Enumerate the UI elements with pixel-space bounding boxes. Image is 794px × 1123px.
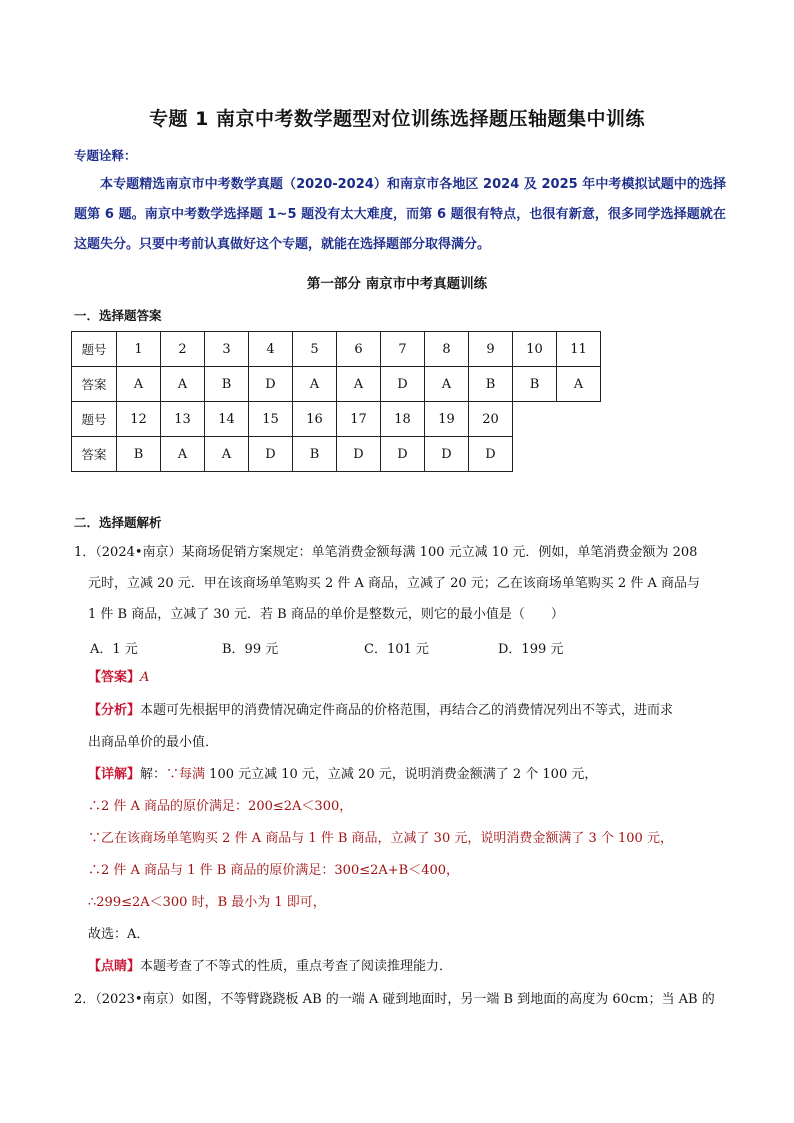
answer-cell: A bbox=[205, 437, 249, 472]
row-label: 答案 bbox=[72, 437, 117, 472]
question-number: 16 bbox=[293, 402, 337, 437]
question-2-line-1 bbox=[74, 990, 715, 1010]
detail-line-5: ∴299≤2A＜300 时，B 最小为 1 即可， bbox=[88, 895, 326, 910]
question-number: 20 bbox=[469, 402, 513, 437]
answer-tag: 【答案】 bbox=[88, 670, 141, 685]
answer-cell: A bbox=[161, 367, 205, 402]
detail-text: 100 元立减 10 元，立减 20 元，说明消费金额满了 2 个 100 元， bbox=[205, 767, 598, 782]
section-heading-answers: 一．选择题答案 bbox=[74, 308, 162, 323]
page-title: 专题 1 南京中考数学题型对位训练选择题压轴题集中训练 bbox=[149, 108, 645, 130]
comment-text: 本题考查了不等式的性质，重点考查了阅读推理能力． bbox=[140, 959, 453, 974]
question-text: 如图，不等臂跷跷板 AB 的一端 A 碰到地面时，另一端 B 到地面的高度为 60cm；当 AB 的 bbox=[181, 992, 715, 1007]
answer-cell: D bbox=[469, 437, 513, 472]
comment-line bbox=[88, 957, 452, 977]
option-d: D．199 元 bbox=[498, 642, 564, 657]
detail-line-2: ∴2 件 A 商品的原价满足：200≤2A＜300， bbox=[88, 799, 353, 814]
answer-table-1 bbox=[71, 331, 601, 472]
detail-line-6: 故选：A． bbox=[88, 927, 150, 942]
question-number: 3 bbox=[205, 332, 249, 367]
question-number: 12 bbox=[117, 402, 161, 437]
answer-cell: A bbox=[161, 437, 205, 472]
detail-line-3: ∵乙在该商场单笔购买 2 件 A 商品与 1 件 B 商品，立减了 30 元，说明消费金额满了 3 个 100 元， bbox=[88, 831, 673, 846]
question-source: （2024•南京） bbox=[95, 545, 182, 560]
answer-cell: A bbox=[557, 367, 601, 402]
question-number: 1 bbox=[117, 332, 161, 367]
answer-cell: B bbox=[117, 437, 161, 472]
answer-cell: A bbox=[337, 367, 381, 402]
answer-cell: B bbox=[293, 437, 337, 472]
question-number: 7 bbox=[381, 332, 425, 367]
question-1-line-3: 1 件 B 商品，立减了 30 元．若 B 商品的单价是整数元，则它的最小值是（ ） bbox=[88, 607, 564, 622]
answer-cell: A bbox=[425, 367, 469, 402]
row-label: 答案 bbox=[72, 367, 117, 402]
question-number: 6 bbox=[337, 332, 381, 367]
question-number: 4 bbox=[249, 332, 293, 367]
analysis-line-1 bbox=[88, 701, 673, 721]
answer-cell: B bbox=[513, 367, 557, 402]
question-source: （2023•南京） bbox=[95, 992, 182, 1007]
part-title: 第一部分 南京市中考真题训练 bbox=[306, 276, 488, 292]
question-number: 15 bbox=[249, 402, 293, 437]
detail-line-4: ∴2 件 A 商品与 1 件 B 商品的原价满足：300≤2A+B＜400， bbox=[88, 863, 460, 878]
answer-cell: D bbox=[425, 437, 469, 472]
row-label: 题号 bbox=[72, 402, 117, 437]
option-b: B．99 元 bbox=[222, 642, 279, 657]
table-row bbox=[72, 332, 601, 367]
answer-cell: B bbox=[205, 367, 249, 402]
question-number: 18 bbox=[381, 402, 425, 437]
question-number: 13 bbox=[161, 402, 205, 437]
answer-line bbox=[88, 668, 149, 688]
comment-tag: 【点睛】 bbox=[88, 959, 141, 974]
detail-text: 解： bbox=[140, 767, 167, 782]
detail-text: ∵每满 bbox=[166, 767, 206, 782]
question-number: 5 bbox=[293, 332, 337, 367]
answer-cell: D bbox=[381, 437, 425, 472]
intro-text: 本专题精选南京市中考数学真题（2020-2024）和南京市各地区 2024 及 2025 年中考模拟试题中的选择题第 6 题。南京中考数学选择题 1~5 题没有太大难度，而第 6 题很有特点，也很有新意，很多同学选择题就在这题失分。只要中考前认真做好这个专题，就能在选择题部分取得满分。 bbox=[74, 177, 726, 252]
intro-label: 专题诠释： bbox=[74, 148, 137, 163]
answer-cell: A bbox=[117, 367, 161, 402]
answer-cell: A bbox=[293, 367, 337, 402]
table-row bbox=[72, 437, 601, 472]
question-text: 某商场促销方案规定：单笔消费金额每满 100 元立减 10 元．例如，单笔消费金额为 208 bbox=[181, 545, 698, 560]
answer-cell: D bbox=[249, 367, 293, 402]
section-heading-analysis: 二．选择题解析 bbox=[74, 515, 162, 530]
row-label: 题号 bbox=[72, 332, 117, 367]
option-c: C．101 元 bbox=[364, 642, 429, 657]
question-number: 1． bbox=[74, 545, 96, 560]
answer-cell: D bbox=[381, 367, 425, 402]
question-number: 8 bbox=[425, 332, 469, 367]
question-number: 17 bbox=[337, 402, 381, 437]
analysis-tag: 【分析】 bbox=[88, 703, 141, 718]
question-1-line-1 bbox=[74, 543, 697, 563]
analysis-line-2: 出商品单价的最小值． bbox=[88, 735, 219, 750]
question-number: 14 bbox=[205, 402, 249, 437]
question-number: 10 bbox=[513, 332, 557, 367]
question-number: 2 bbox=[161, 332, 205, 367]
question-number: 9 bbox=[469, 332, 513, 367]
table-row bbox=[72, 367, 601, 402]
detail-tag: 【详解】 bbox=[88, 767, 141, 782]
question-1-line-2: 元时，立减 20 元．甲在该商场单笔购买 2 件 A 商品，立减了 20 元；乙在该商场单笔购买 2 件 A 商品与 bbox=[88, 576, 700, 591]
answer-cell: D bbox=[249, 437, 293, 472]
answer-cell: B bbox=[469, 367, 513, 402]
detail-line-1 bbox=[88, 765, 597, 785]
answer-value: A bbox=[140, 670, 150, 685]
question-number: 19 bbox=[425, 402, 469, 437]
question-number: 2． bbox=[74, 992, 96, 1007]
answer-cell: D bbox=[337, 437, 381, 472]
option-a: A．1 元 bbox=[90, 642, 138, 657]
question-number: 11 bbox=[557, 332, 601, 367]
table-row bbox=[72, 402, 601, 437]
analysis-text: 本题可先根据甲的消费情况确定件商品的价格范围，再结合乙的消费情况列出不等式，进而求 bbox=[140, 703, 674, 718]
